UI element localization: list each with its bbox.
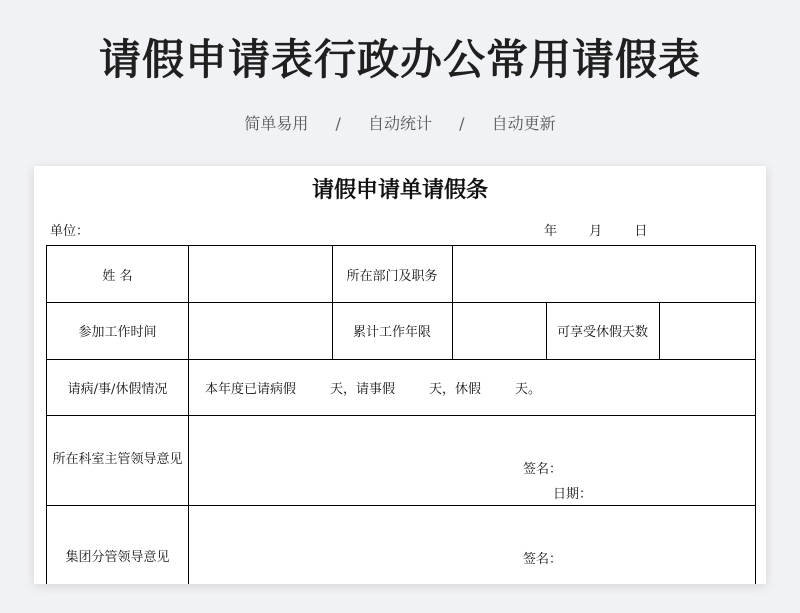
days-end-text: 天。: [515, 381, 542, 397]
unit-label: 单位：: [50, 224, 90, 239]
dept-leader-sign-label: 签名：: [523, 462, 563, 477]
total-years-field[interactable]: [452, 302, 546, 359]
leave-days-label: 可享受休假天数: [556, 325, 648, 340]
dept-leader-label: 所在科室主管领导意见: [52, 452, 183, 467]
leave-form-sheet: [34, 166, 766, 584]
leave-form-table: [46, 245, 756, 584]
day-label: 日: [634, 224, 648, 239]
dept-field[interactable]: [452, 246, 755, 302]
page-title: 请假申请表行政办公常用请假表: [98, 35, 701, 84]
name-field[interactable]: [188, 246, 332, 302]
tag-auto-stats: 自动统计: [367, 114, 432, 133]
dept-leader-opinion-field[interactable]: [188, 415, 755, 505]
leave-status-text[interactable]: [205, 359, 541, 415]
vacation-text: 天，休假: [429, 381, 482, 397]
form-title: 请假申请单请假条: [311, 178, 488, 203]
group-leader-opinion-field[interactable]: [188, 505, 755, 584]
tag-easy: 简单易用: [244, 114, 309, 133]
tag-separator: /: [459, 114, 465, 133]
year-label: 年: [544, 224, 558, 239]
dept-leader-date-label: 日期：: [553, 487, 593, 502]
work-time-field[interactable]: [188, 302, 332, 359]
group-leader-label: 集团分管领导意见: [65, 550, 170, 565]
group-leader-sign-label: 签名：: [523, 552, 563, 567]
feature-tags: [0, 112, 800, 136]
leave-days-field[interactable]: [659, 302, 755, 359]
sick-leave-text: 本年度已请病假: [205, 381, 297, 397]
name-label: 姓 名: [102, 268, 133, 284]
tag-separator: /: [335, 114, 341, 133]
leave-status-label: 请病/事/休假情况: [67, 381, 168, 397]
total-years-label: 累计工作年限: [352, 325, 431, 340]
tag-auto-update: 自动更新: [491, 114, 556, 133]
dept-label: 所在部门及职务: [346, 268, 438, 284]
month-label: 月: [589, 224, 603, 239]
date-header: [544, 220, 675, 239]
personal-leave-text: 天，请事假: [330, 381, 396, 397]
work-time-label: 参加工作时间: [78, 325, 157, 340]
